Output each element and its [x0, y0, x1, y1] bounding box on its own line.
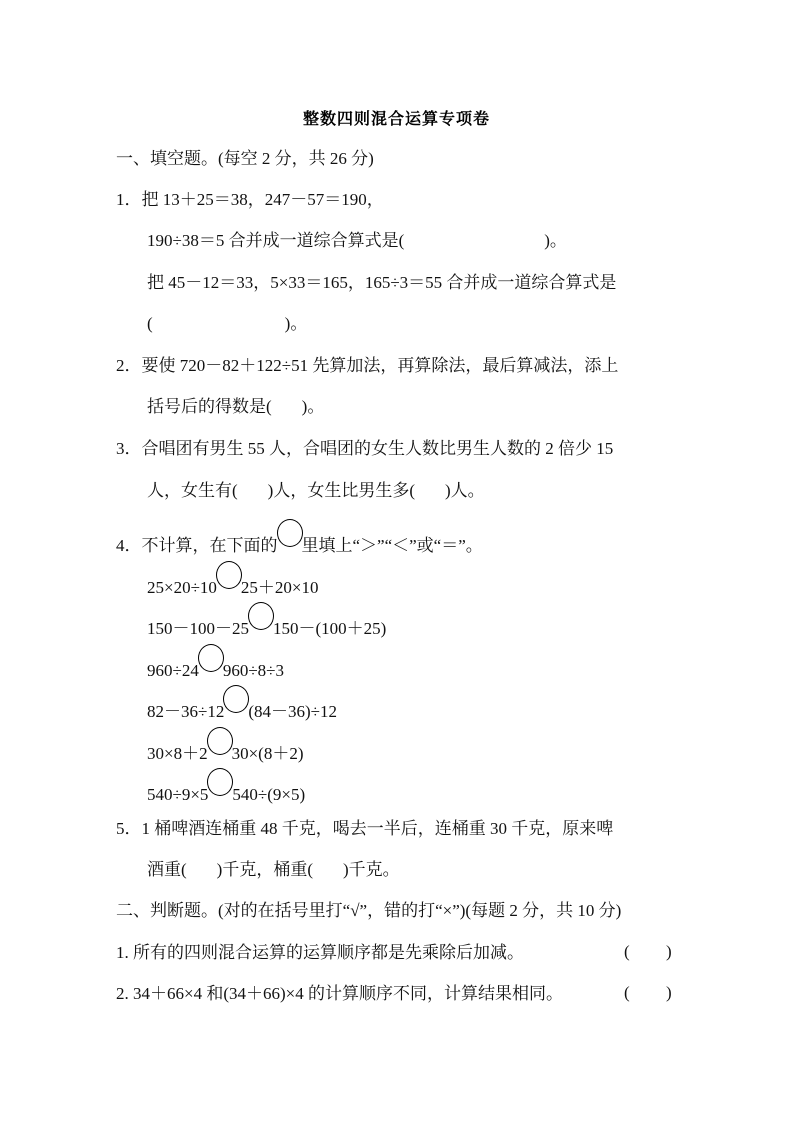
q1-line2: [147, 230, 567, 252]
q4-line1: [116, 527, 483, 557]
judge-paren-open[interactable]: (: [624, 942, 630, 961]
section1-heading: 一、填空题。(每空 2 分，共 26 分): [116, 149, 374, 168]
judge-paren-close[interactable]: ): [666, 983, 672, 1002]
comparison-row: [147, 652, 284, 682]
q1-line4-end: )。: [284, 314, 308, 333]
q3-line2-mid: )人，女生比男生多(: [267, 481, 415, 500]
comparison-row: [147, 735, 304, 765]
comparison-row: [147, 776, 305, 806]
comparison-left: 960÷24: [147, 661, 199, 680]
comparison-left: 150－100－25: [147, 619, 249, 638]
comparison-right: 150－(100＋25): [273, 619, 387, 638]
q3-line2: [147, 480, 485, 502]
q5-line2-mid: )千克，桶重(: [216, 860, 313, 879]
comparison-circle[interactable]: [223, 685, 249, 713]
comparison-row: [147, 610, 386, 640]
comparison-left: 540÷9×5: [147, 785, 209, 804]
comparison-right: (84－36)÷12: [248, 702, 337, 721]
q1-line4: [147, 313, 307, 335]
page-title: 整数四则混合运算专项卷: [302, 109, 490, 128]
circle-icon: [277, 519, 303, 547]
comparison-row: [147, 693, 337, 723]
comparison-circle[interactable]: [216, 561, 242, 589]
q3-line2-text: 人，女生有(: [147, 481, 238, 500]
q5-line1: 5．1 桶啤酒连桶重 48 千克，喝去一半后，连桶重 30 千克，原来啤: [116, 819, 614, 838]
q2-line2-text: 括号后的得数是(: [147, 397, 272, 416]
q1-line2-text: 190÷38＝5 合并成一道综合算式是(: [147, 231, 405, 250]
comparison-right: 540÷(9×5): [232, 785, 306, 804]
comparison-right: 25＋20×10: [240, 578, 319, 597]
q3-line1: 3．合唱团有男生 55 人，合唱团的女生人数比男生人数的 2 倍少 15: [116, 439, 614, 458]
section2-heading: 二、判断题。(对的在括号里打“√”，错的打“×”)(每题 2 分，共 10 分): [116, 901, 622, 920]
judge-paren-open[interactable]: (: [624, 983, 630, 1002]
q5-line2-text: 酒重(: [147, 860, 187, 879]
comparison-left: 82－36÷12: [147, 702, 225, 721]
q3-line2-end: )人。: [445, 481, 485, 500]
q1-line3: 把 45－12＝33，5×33＝165，165÷3＝55 合并成一道综合算式是: [147, 273, 617, 292]
q1-line2-end: )。: [544, 231, 567, 250]
q1-line1: 1．把 13＋25＝38，247－57＝190，: [116, 190, 384, 209]
comparison-left: 30×8＋2: [147, 744, 208, 763]
q1-line4-open: (: [147, 314, 153, 333]
q5-line2-end: )千克。: [343, 860, 400, 879]
q2-line1: 2．要使 720－82＋122÷51 先算加法，再算除法，最后算减法，添上: [116, 356, 619, 375]
comparison-circle[interactable]: [198, 644, 224, 672]
comparison-right: 30×(8＋2): [231, 744, 304, 763]
comparison-right: 960÷8÷3: [222, 661, 285, 680]
comparison-circle[interactable]: [207, 768, 233, 796]
q5-line2: [147, 859, 400, 881]
q4-text-end: 里填上“＞”“＜”或“＝”。: [301, 536, 483, 555]
judge-paren-close[interactable]: ): [666, 942, 672, 961]
q2-line2-end: )。: [301, 397, 325, 416]
judge-item: 1. 所有的四则混合运算的运算顺序都是先乘除后加减。: [116, 943, 524, 962]
comparison-circle[interactable]: [207, 727, 233, 755]
q4-text: 4．不计算，在下面的: [116, 536, 278, 555]
comparison-left: 25×20÷10: [147, 578, 217, 597]
comparison-circle[interactable]: [248, 602, 274, 630]
comparison-row: [147, 569, 319, 599]
judge-item: 2. 34＋66×4 和(34＋66)×4 的计算顺序不同，计算结果相同。: [116, 984, 563, 1003]
q2-line2: [147, 396, 324, 418]
